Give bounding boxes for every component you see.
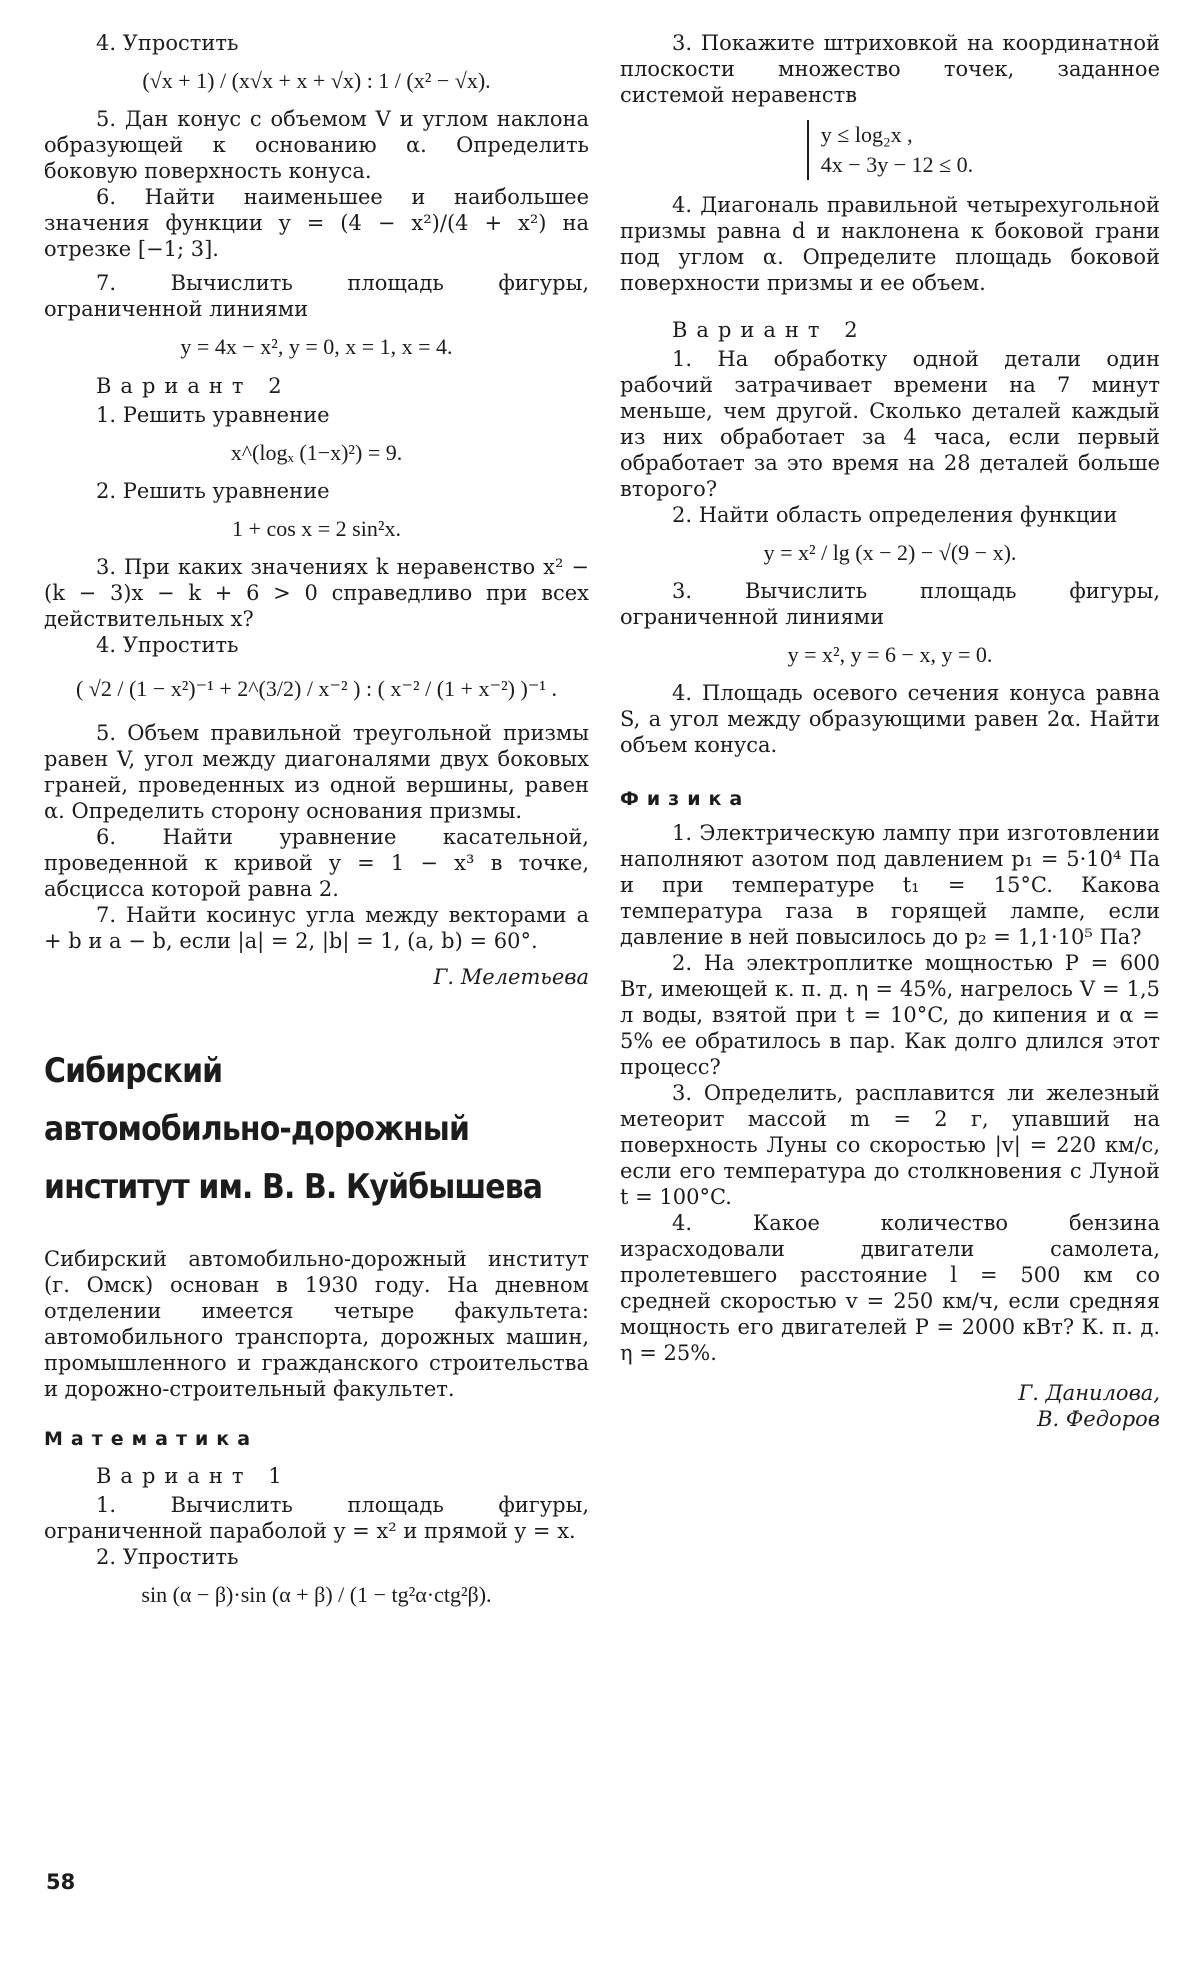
v2-equation-4: ( √2 / (1 − x²)⁻¹ + 2^(3/2) / x⁻² ) : ( x⁻² / (1 + x⁻²) )⁻¹ . bbox=[75, 676, 558, 701]
left-column bbox=[44, 30, 589, 1620]
r-v2-problem-2: 2. Найти область определения функции bbox=[672, 503, 1118, 527]
page-number: 58 bbox=[46, 1870, 76, 1894]
problem-7: 7. Вычислить площадь фигуры, ограниченной линиями bbox=[44, 271, 589, 321]
physics-title: Физика bbox=[620, 788, 751, 810]
heading-line-3: институт им. В. В. Куйбышева bbox=[44, 1167, 543, 1207]
system-line-2: 4x − 3y − 12 ≤ 0. bbox=[820, 152, 974, 177]
right-column bbox=[620, 30, 1160, 1432]
equation-simplify: (√x + 1) / (x√x + x + √x) : 1 / (x² − √x). bbox=[142, 68, 491, 93]
heading-line-1: Сибирский bbox=[44, 1051, 223, 1091]
r-v2-problem-1: 1. На обработку одной детали один рабочий затрачивает времени на 7 минут меньше, чем другой. Сколько деталей каждый из них обработает за 4 часа, если первый обработает за это время на 28 деталей больше второго? bbox=[620, 347, 1160, 501]
system-brace bbox=[807, 120, 973, 180]
heading-line-2: автомобильно-дорожный bbox=[44, 1109, 470, 1149]
signature-meleteva: Г. Мелетьева bbox=[433, 965, 589, 989]
physics-problem-1: 1. Электрическую лампу при изготовлении наполняют азотом под давлением p₁ = 5·10⁴ Па и при температуре t₁ = 15°C. Какова температура газа в горящей лампе, если давление в ней повысилось до p₂ = 1,1·10⁵ Па? bbox=[620, 821, 1160, 949]
problem-4-label: 4. Упростить bbox=[96, 31, 239, 55]
variant-2-title: Вариант 2 bbox=[96, 374, 291, 398]
r-v2-problem-3: 3. Вычислить площадь фигуры, ограниченной линиями bbox=[620, 579, 1160, 629]
v2-problem-4: 4. Упростить bbox=[96, 633, 239, 657]
signature-fedorov: В. Федоров bbox=[1037, 1407, 1160, 1431]
v2-equation-1: x^(logₓ (1−x)²) = 9. bbox=[230, 440, 403, 465]
physics-problem-4: 4. Какое количество бензина израсходовали двигатели самолета, пролетевшего расстояние l = 500 км со средней скоростью v = 250 км/ч, если средняя мощность его двигателей P = 2000 кВт? К. п. д. η = 25%. bbox=[620, 1211, 1160, 1365]
problem-6: 6. Найти наименьшее и наибольшее значения функции y = (4 − x²)/(4 + x²) на отрезке [−1; 3]. bbox=[44, 185, 589, 261]
problem-5: 5. Дан конус с объемом V и углом наклона образующей к основанию α. Определить боковую поверхность конуса. bbox=[44, 107, 589, 183]
equation-7: y = 4x − x², y = 0, x = 1, x = 4. bbox=[180, 334, 453, 359]
v2-problem-5: 5. Объем правильной треугольной призмы равен V, угол между диагоналями двух боковых граней, проведенных из одной вершины, равен α. Определить сторону основания призмы. bbox=[44, 721, 589, 823]
math-title: Математика bbox=[44, 1428, 259, 1450]
r-variant-2-title: Вариант 2 bbox=[672, 318, 867, 342]
v2-problem-3: 3. При каких значениях k неравенство x² − (k − 3)x − k + 6 > 0 справедливо при всех действительных x? bbox=[44, 555, 589, 631]
v2-problem-2: 2. Решить уравнение bbox=[96, 479, 330, 503]
r-v2-equation-3: y = x², y = 6 − x, y = 0. bbox=[787, 642, 993, 667]
v2-problem-6: 6. Найти уравнение касательной, проведенной к кривой y = 1 − x³ в точке, абсцисса которой равна 2. bbox=[44, 825, 589, 901]
v2-problem-7: 7. Найти косинус угла между векторами a + b и a − b, если |a| = 2, |b| = 1, (a, b) = 60°. bbox=[44, 903, 589, 953]
institute-heading bbox=[44, 1042, 572, 1216]
variant-1-title: Вариант 1 bbox=[96, 1464, 291, 1488]
v1-problem-1: 1. Вычислить площадь фигуры, ограниченной параболой y = x² и прямой y = x. bbox=[44, 1493, 589, 1543]
r-v2-problem-4: 4. Площадь осевого сечения конуса равна S, а угол между образующими равен 2α. Найти объем конуса. bbox=[620, 681, 1160, 757]
v2-problem-1: 1. Решить уравнение bbox=[96, 403, 330, 427]
signature-danilova: Г. Данилова, bbox=[1018, 1381, 1160, 1405]
inequality-system bbox=[620, 120, 1160, 180]
system-line-1: y ≤ log₂x , bbox=[820, 122, 913, 147]
v1-equation-2: sin (α − β)·sin (α + β) / (1 − tg²α·ctg²β). bbox=[141, 1582, 492, 1607]
r-v2-equation-2: y = x² / lg (x − 2) − √(9 − x). bbox=[763, 540, 1017, 565]
r-problem-4: 4. Диагональ правильной четырехугольной призмы равна d и наклонена к боковой грани под углом α. Определите площадь боковой поверхности призмы и ее объем. bbox=[620, 193, 1160, 295]
institute-intro: Сибирский автомобильно-дорожный институт (г. Омск) основан в 1930 году. На дневном отделении имеется четыре факультета: автомобильного транспорта, дорожных машин, промышленного и гражданского строительства и дорожно-строительный факультет. bbox=[44, 1247, 589, 1401]
v2-equation-2: 1 + cos x = 2 sin²x. bbox=[232, 516, 401, 541]
v1-problem-2: 2. Упростить bbox=[96, 1545, 239, 1569]
r-problem-3: 3. Покажите штриховкой на координатной плоскости множество точек, заданное системой неравенств bbox=[620, 31, 1160, 107]
physics-problem-2: 2. На электроплитке мощностью P = 600 Вт, имеющей к. п. д. η = 45%, нагрелось V = 1,5 л воды, взятой при t = 10°C, до кипения и α = 5% ее обратилось в пар. Как долго длился этот процесс? bbox=[620, 951, 1160, 1079]
physics-problem-3: 3. Определить, расплавится ли железный метеорит массой m = 2 г, упавший на поверхность Луны со скоростью |v| = 220 км/с, если его температура до столкновения с Луной t = 100°C. bbox=[620, 1081, 1160, 1209]
